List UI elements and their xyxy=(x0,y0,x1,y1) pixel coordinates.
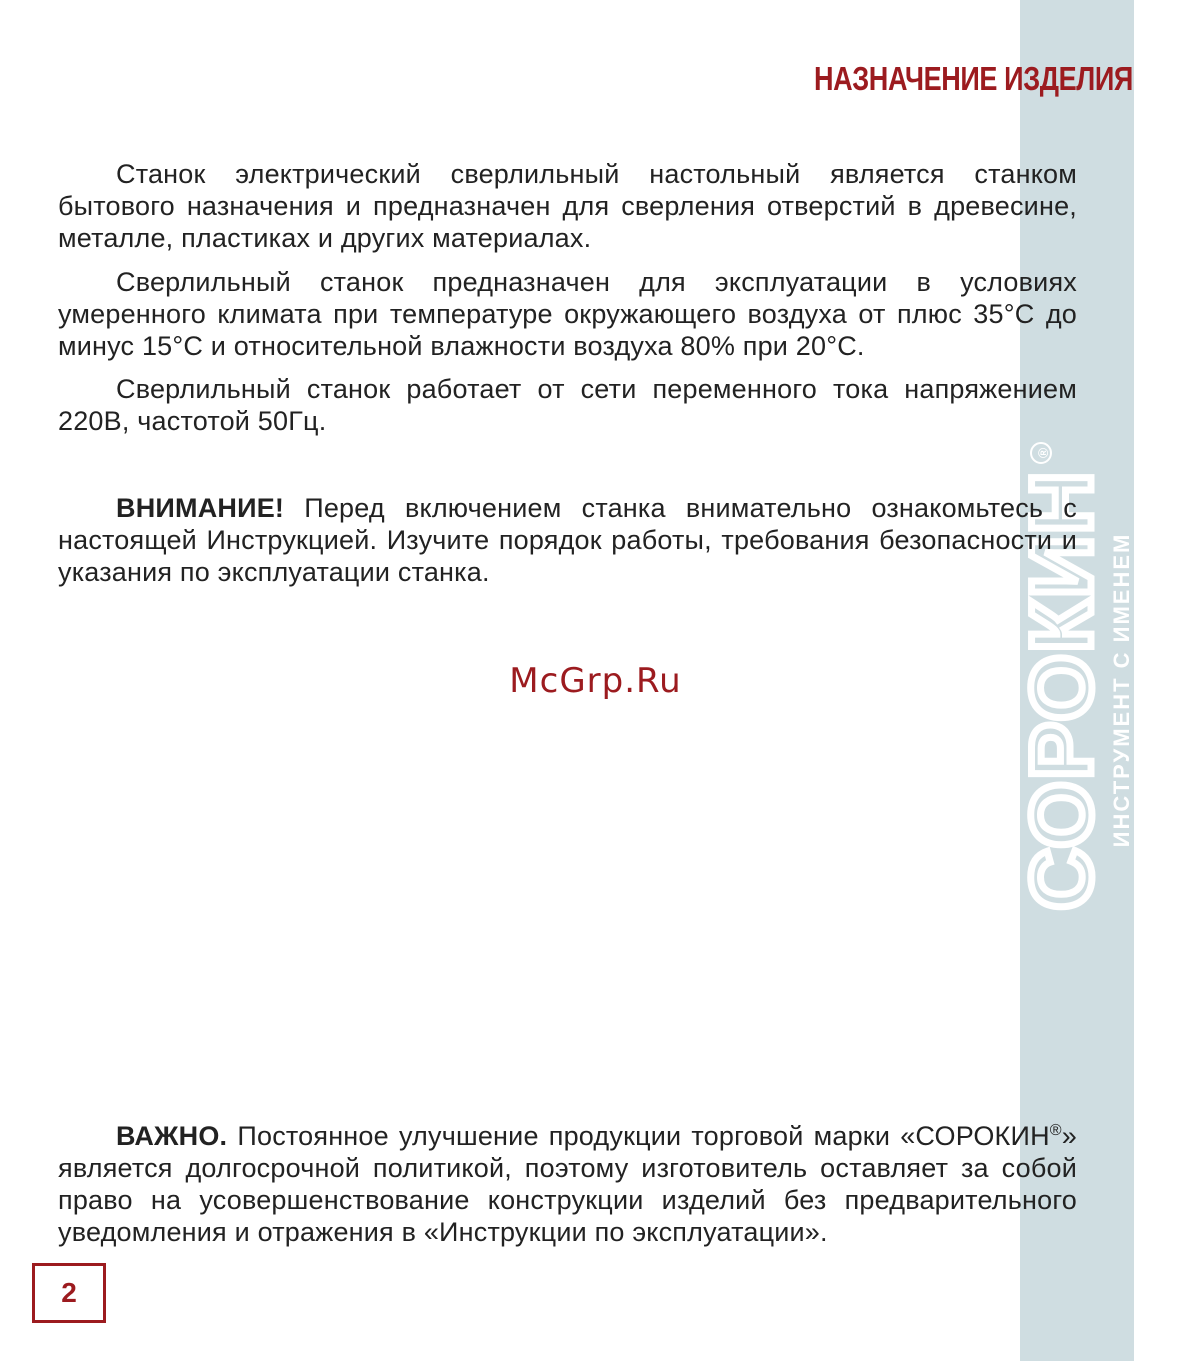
important-text-b: » является долгосрочной политикой, поэтому изготовитель оставляет за собой право на усовершенствование конструкции изделий без предварительного уведомления и отражения в «Инструкции по эксплуатации». xyxy=(58,1121,1077,1247)
page-title: НАЗНАЧЕНИЕ ИЗДЕЛИЯ xyxy=(814,60,1133,97)
warning-text: Перед включением станка внимательно ознакомьтесь с настоящей Инструкцией. Изучите порядок работы, требования безопасности и указания по эксплуатации станка. xyxy=(58,493,1077,587)
paragraph-climate: Сверлильный станок предназначен для эксплуатации в условиях умеренного климата при температуре окружающего воздуха от плюс 35°С до минус 15°С и относительной влажности воздуха 80% при 20°С. xyxy=(58,267,1077,361)
warning-label: ВНИМАНИЕ! xyxy=(116,493,285,523)
paragraph-important xyxy=(58,1120,1077,1248)
watermark: McGrp.Ru xyxy=(509,661,682,701)
registered-mark-icon: ® xyxy=(1030,442,1052,464)
page-number: 2 xyxy=(32,1263,106,1323)
important-label: ВАЖНО. xyxy=(116,1121,228,1151)
paragraph-purpose: Станок электрический сверлильный настольный является станком бытового назначения и предназначен для сверления отверстий в древесине, металле, пластиках и других материалах. xyxy=(58,159,1077,253)
paragraph-warning xyxy=(58,492,1077,588)
paragraph-power: Сверлильный станок работает от сети переменного тока напряжением 220В, частотой 50Гц. xyxy=(58,374,1077,436)
important-text-a: Постоянное улучшение продукции торговой марки «СОРОКИН xyxy=(227,1121,1050,1151)
important-registered-mark: ® xyxy=(1049,1122,1062,1139)
brand-tagline: ИНСТРУМЕНТ С ИМЕНЕМ xyxy=(1109,532,1134,848)
